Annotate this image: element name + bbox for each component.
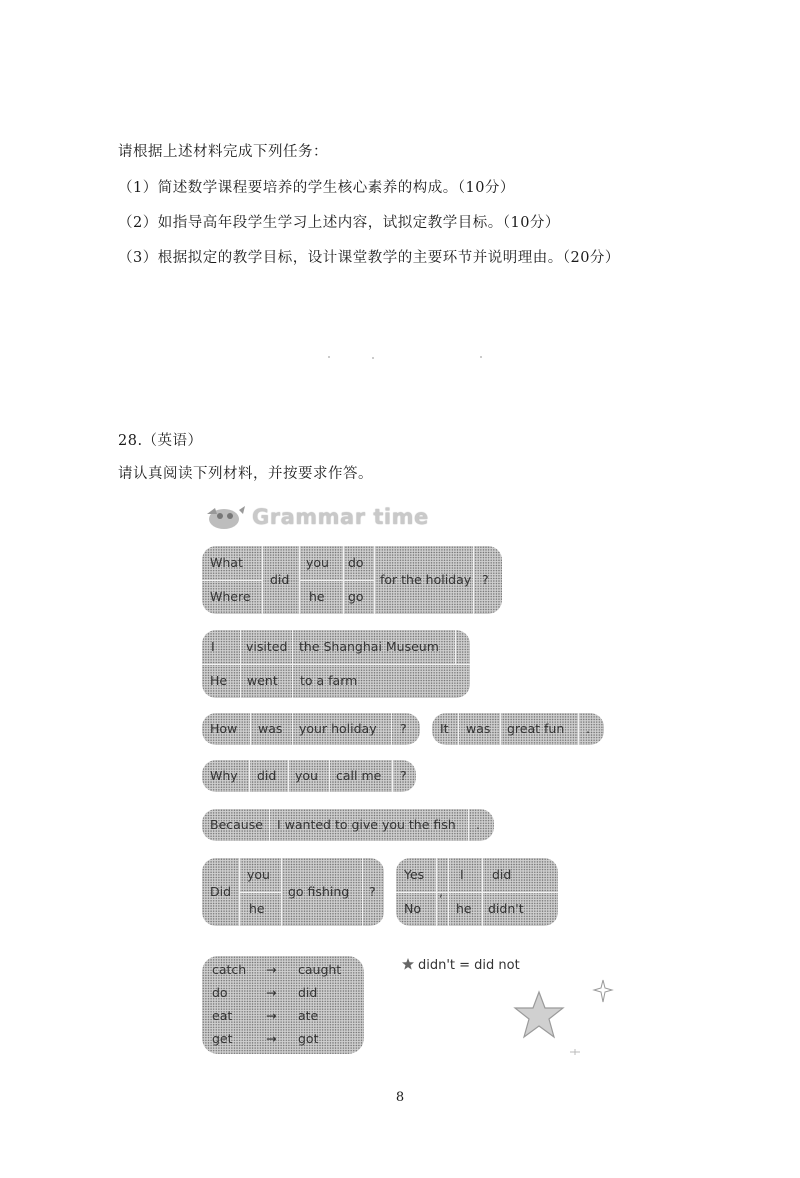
verb-past: ate: [298, 1008, 319, 1023]
period-mark: .: [476, 817, 480, 832]
verb-base: catch: [212, 962, 247, 977]
word-was: was: [258, 721, 283, 736]
verb-base: eat: [212, 1008, 233, 1023]
word-yes: Yes: [404, 867, 425, 882]
task-item-1: （1）简述数学课程要培养的学生核心素养的构成。（10分）: [118, 180, 515, 196]
word-why: Why: [210, 768, 238, 783]
arrow-icon: →: [266, 962, 277, 977]
task-item-2: （2）如指导高年段学生学习上述内容，试拟定教学目标。（10分）: [118, 215, 560, 231]
word-you: you: [295, 768, 318, 783]
arrow-icon: →: [266, 1008, 277, 1023]
task-item-3: （3）根据拟定的教学目标，设计课堂教学的主要环节并说明理由。（20分）: [118, 250, 620, 266]
question-mark: ?: [400, 768, 407, 783]
word-where: Where: [210, 589, 251, 604]
word-went: went: [247, 673, 278, 688]
word-visited: visited: [246, 639, 288, 654]
phrase-shanghai-museum: the Shanghai Museum: [299, 639, 439, 654]
word-i: I: [460, 867, 464, 882]
word-he: he: [456, 901, 472, 916]
task-intro: 请根据上述材料完成下列任务：: [118, 144, 328, 160]
phrase-your-holiday: your holiday: [299, 721, 377, 736]
grammar-box-why-did: [202, 760, 416, 792]
word-do: do: [348, 555, 364, 570]
question-heading: 28.（英语）: [118, 433, 203, 449]
grammar-box-did-you: [202, 858, 384, 926]
word-did: Did: [210, 884, 232, 899]
word-did: did: [270, 572, 290, 587]
word-you: you: [306, 555, 329, 570]
grammar-time-icon: [205, 504, 247, 532]
verb-base: get: [212, 1031, 233, 1046]
word-you: you: [247, 867, 270, 882]
phrase-for-the-holiday: for the holiday: [380, 572, 472, 587]
phrase-call-me: call me: [336, 768, 382, 783]
grammar-box-wh-questions: [202, 546, 502, 614]
grammar-box-it-was: [432, 713, 604, 745]
word-i: I: [211, 639, 215, 654]
question-mark: ?: [482, 572, 489, 587]
phrase-great-fun: great fun: [507, 721, 565, 736]
question-instruction: 请认真阅读下列材料，并按要求作答。: [118, 466, 373, 482]
arrow-icon: →: [266, 1031, 277, 1046]
grammar-box-short-answers: [396, 858, 558, 926]
grammar-box-irregular-verbs: [202, 956, 364, 1054]
verb-past: caught: [298, 962, 342, 977]
word-how: How: [210, 721, 238, 736]
scan-speck: [480, 356, 482, 358]
grammar-box-past-statements: [202, 630, 470, 698]
contraction-note: [402, 958, 520, 973]
phrase-go-fishing: go fishing: [288, 884, 350, 899]
sparkle-small-icon: [569, 1048, 581, 1056]
phrase-to-a-farm: to a farm: [300, 673, 358, 688]
note-text: didn't = did not: [418, 958, 520, 973]
verb-past: did: [298, 985, 318, 1000]
question-mark: ?: [369, 884, 376, 899]
phrase-give-you-the-fish: I wanted to give you the fish: [277, 817, 456, 832]
word-didnt: didn't: [488, 901, 524, 916]
verb-past: got: [298, 1031, 319, 1046]
word-he: He: [210, 673, 228, 688]
word-no: No: [404, 901, 421, 916]
verb-base: do: [212, 985, 228, 1000]
page-number: 8: [395, 1090, 405, 1105]
word-what: What: [210, 555, 243, 570]
word-he: he: [249, 901, 265, 916]
decorative-star-icon: [513, 990, 565, 1040]
word-he: he: [309, 589, 325, 604]
word-was: was: [466, 721, 491, 736]
word-because: Because: [210, 817, 263, 832]
star-icon: [402, 958, 414, 970]
scan-speck: [328, 356, 330, 358]
question-mark: ?: [400, 721, 407, 736]
period-mark: .: [586, 721, 590, 736]
word-go: go: [348, 589, 364, 604]
arrow-icon: →: [266, 985, 277, 1000]
grammar-time-title: Grammar time: [252, 505, 429, 529]
comma-mark: ,: [439, 884, 443, 899]
word-did: did: [257, 768, 277, 783]
grammar-box-because: [202, 809, 494, 841]
word-did: did: [492, 867, 512, 882]
sparkle-icon: [592, 978, 614, 1004]
word-it: It: [440, 721, 449, 736]
scan-speck: [372, 357, 374, 359]
grammar-box-how-was: [202, 713, 420, 745]
